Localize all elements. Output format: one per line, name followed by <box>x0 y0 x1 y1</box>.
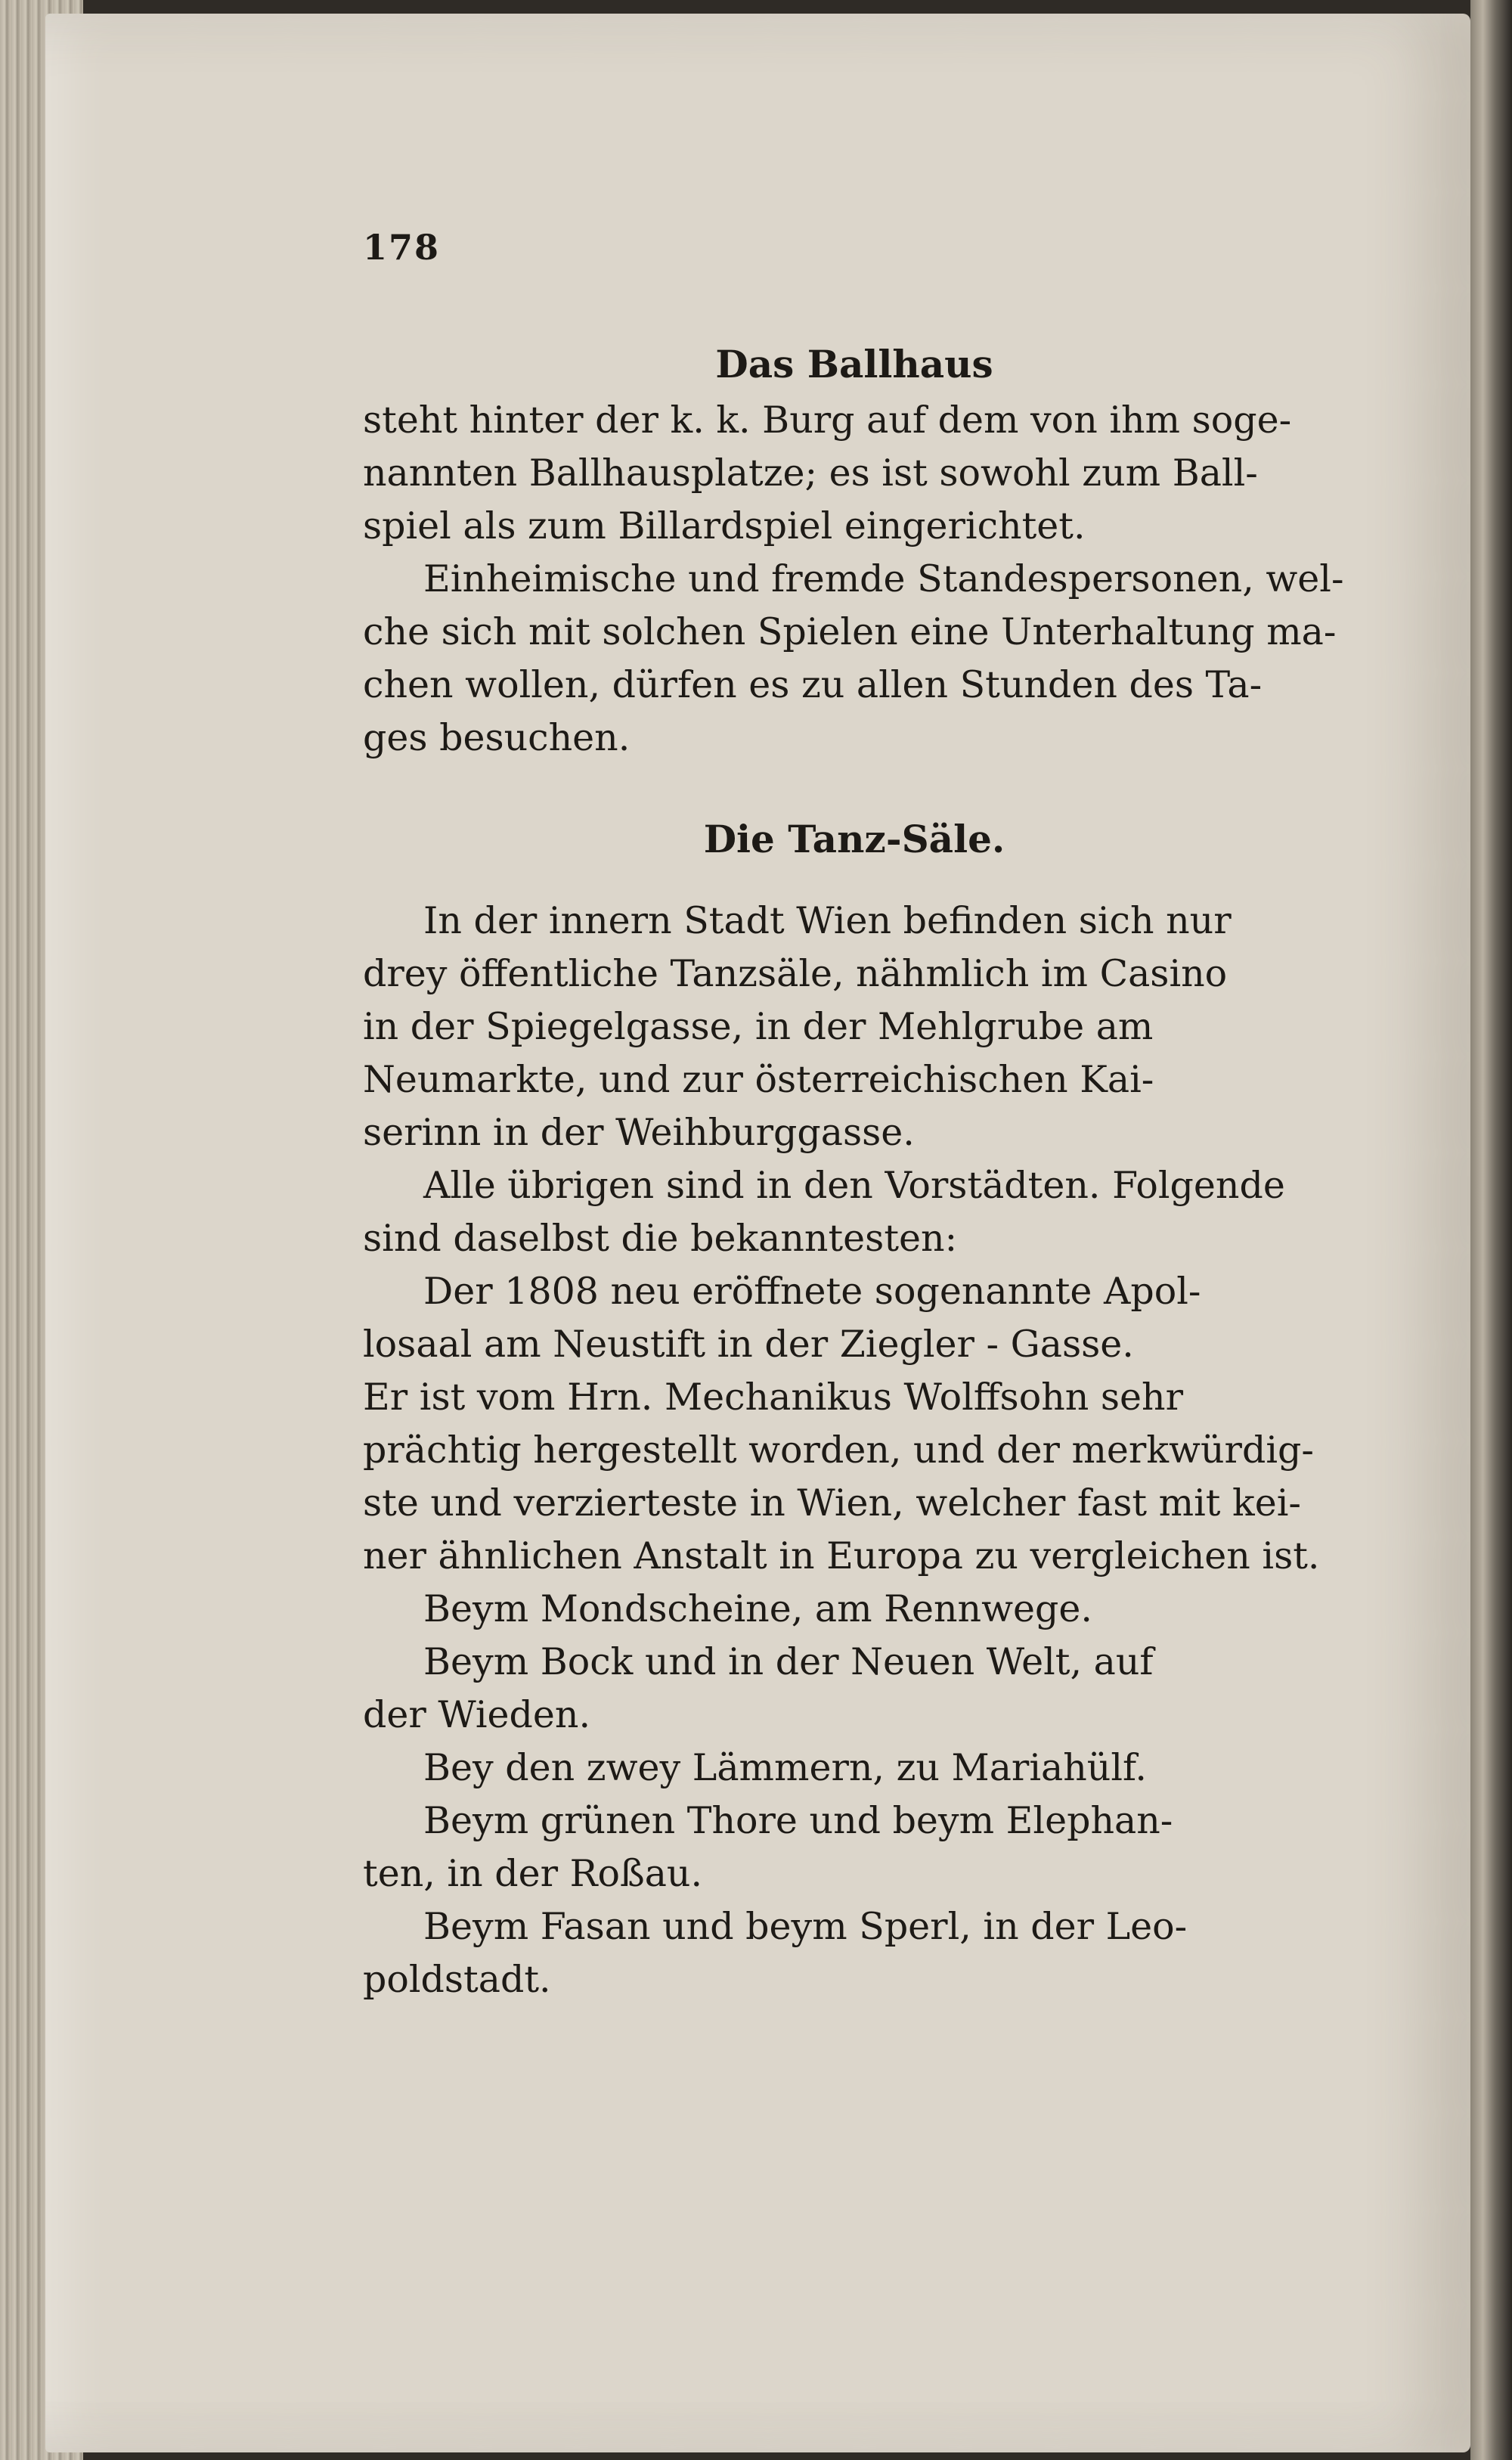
text-line: spiel als zum Billardspiel eingerichtet. <box>363 504 1086 548</box>
text-line: prächtig hergestellt worden, und der merkwürdig- <box>363 1429 1314 1472</box>
text-line: in der Spiegelgasse, in der Mehlgrube am <box>363 1005 1154 1048</box>
text-line: Neumarkte, und zur österreichischen Kai- <box>363 1058 1154 1101</box>
text-line: Beym Fasan und beym Sperl, in der Leo- <box>423 1905 1188 1948</box>
text-line: ges besuchen. <box>363 716 631 759</box>
text-line: poldstadt. <box>363 1958 551 2001</box>
text-line: Der 1808 neu eröffnete sogenannte Apol- <box>423 1270 1201 1313</box>
text-line: Einheimische und fremde Standespersonen, wel- <box>423 557 1344 600</box>
text-line: che sich mit solchen Spielen eine Unterhaltung ma- <box>363 610 1337 653</box>
text-line: chen wollen, dürfen es zu allen Stunden des Ta- <box>363 663 1263 706</box>
text-line: der Wieden. <box>363 1693 591 1736</box>
text-line: Beym Bock und in der Neuen Welt, auf <box>423 1640 1154 1683</box>
text-line: Er ist vom Hrn. Mechanikus Wolffsohn sehr <box>363 1376 1184 1419</box>
text-line: Alle übrigen sind in den Vorstädten. Folgende <box>423 1164 1285 1207</box>
text-line: In der innern Stadt Wien befinden sich nur <box>423 899 1232 942</box>
section-heading: Das Ballhaus <box>715 342 993 386</box>
page-number: 178 <box>363 227 441 268</box>
text-line: serinn in der Weihburggasse. <box>363 1111 915 1154</box>
text-line: losaal am Neustift in der Ziegler - Gasse. <box>363 1323 1134 1366</box>
text-line: Beym grünen Thore und beym Elephan- <box>423 1799 1173 1842</box>
text-line: ten, in der Roßau. <box>363 1852 703 1895</box>
text-line: Beym Mondscheine, am Rennwege. <box>423 1587 1092 1630</box>
text-line: nannten Ballhausplatze; es ist sowohl zum Ball- <box>363 451 1258 495</box>
text-line: steht hinter der k. k. Burg auf dem von ihm soge- <box>363 399 1292 442</box>
text-line: sind daselbst die bekanntesten: <box>363 1217 958 1260</box>
section-heading: Die Tanz-Säle. <box>703 817 1005 861</box>
text-line: drey öffentliche Tanzsäle, nähmlich im Casino <box>363 952 1228 995</box>
text-line: Bey den zwey Lämmern, zu Mariahülf. <box>423 1746 1147 1789</box>
text-line: ste und verzierteste in Wien, welcher fast mit kei- <box>363 1481 1301 1525</box>
binding-edge <box>1470 0 1512 2460</box>
text-line: ner ähnlichen Anstalt in Europa zu vergleichen ist. <box>363 1534 1320 1577</box>
